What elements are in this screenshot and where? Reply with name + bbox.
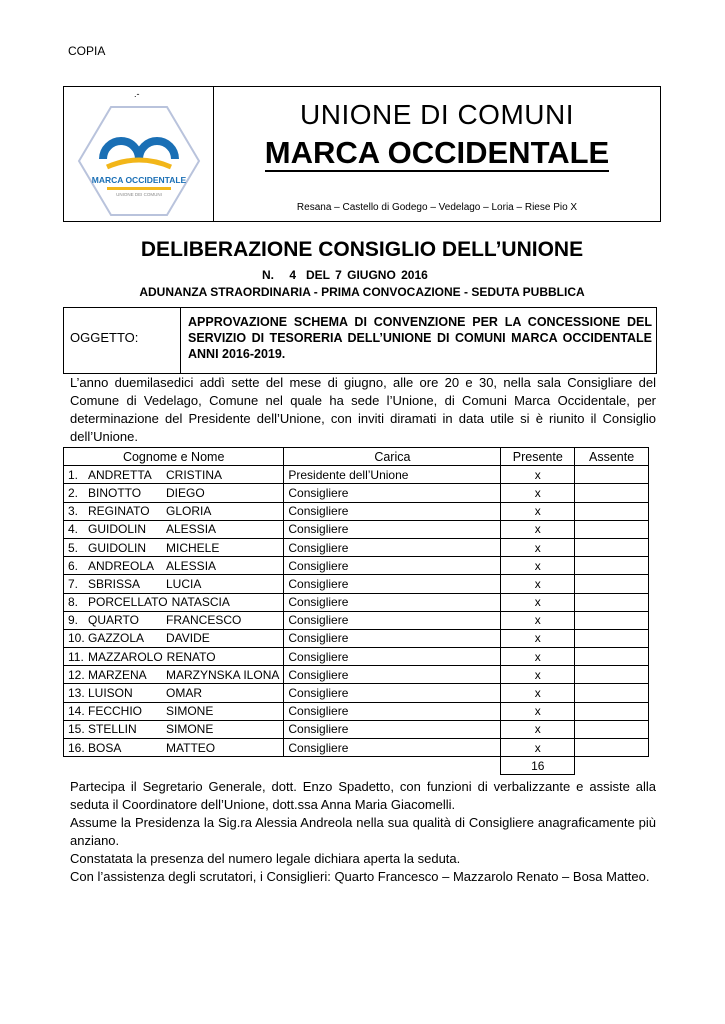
member-surname: GUIDOLIN (88, 522, 147, 537)
member-role: Consigliere (284, 538, 501, 556)
table-row (64, 684, 649, 702)
table-row (64, 611, 649, 629)
present-mark: x (501, 648, 575, 666)
member-first-name: MICHELE (166, 540, 220, 555)
member-number: 6. (68, 558, 79, 573)
absent-mark (575, 466, 649, 484)
absent-mark (575, 684, 649, 702)
absent-mark (575, 629, 649, 647)
present-mark: x (501, 484, 575, 502)
member-role: Consigliere (284, 593, 501, 611)
member-name-cell (64, 684, 284, 702)
column-header-name: Cognome e Nome (64, 448, 284, 466)
member-surname: LUISON (88, 686, 133, 701)
absent-mark (575, 593, 649, 611)
total-present-count: 16 (501, 757, 575, 775)
member-role: Consigliere (284, 629, 501, 647)
member-number: 7. (68, 576, 79, 591)
table-row (64, 538, 649, 556)
member-first-name: MATTEO (166, 740, 216, 755)
member-name-cell (64, 538, 284, 556)
member-role: Presidente dell’Unione (284, 466, 501, 484)
member-number: 11. (68, 649, 84, 664)
member-name-cell (64, 520, 284, 538)
member-name-cell (64, 593, 284, 611)
present-mark: x (501, 520, 575, 538)
subject-text: APPROVAZIONE SCHEMA DI CONVENZIONE PER LA CONCESSIONE DEL SERVIZIO DI TESORERIA DELL’UNIONE DI COMUNI MARCA OCCIDENTALE ANNI 2016-2019. (188, 315, 652, 361)
column-header-present: Presente (501, 448, 575, 466)
session-type: ADUNANZA STRAORDINARIA - PRIMA CONVOCAZIONE - SEDUTA PUBBLICA (139, 285, 585, 299)
present-mark: x (501, 684, 575, 702)
member-surname: GUIDOLIN (88, 540, 147, 555)
table-row (64, 484, 649, 502)
member-role: Consigliere (284, 557, 501, 575)
present-mark: x (501, 593, 575, 611)
present-mark: x (501, 702, 575, 720)
present-mark: x (501, 466, 575, 484)
member-number: 8. (68, 595, 79, 610)
absent-mark (575, 520, 649, 538)
member-surname: FECCHIO (88, 704, 142, 719)
member-number: 4. (68, 522, 79, 537)
marca-occidentale-logo (77, 105, 201, 217)
member-role: Consigliere (284, 575, 501, 593)
member-surname: ANDRETTA (88, 467, 152, 482)
member-name-cell (64, 629, 284, 647)
member-surname: GAZZOLA (88, 631, 145, 646)
document-title: DELIBERAZIONE CONSIGLIO DELL’UNIONE (140, 238, 584, 261)
present-mark: x (501, 720, 575, 738)
absent-mark (575, 484, 649, 502)
member-surname: STELLIN (88, 722, 137, 737)
resolution-date: DEL 7 GIUGNO 2016 (306, 268, 428, 282)
table-row (64, 466, 649, 484)
table-header-row (64, 448, 649, 466)
copy-label: COPIA (68, 44, 106, 58)
member-surname: BOSA (88, 740, 122, 755)
secretary-paragraph: Partecipa il Segretario Generale, dott. Enzo Spadetto, con funzioni di verbalizzante e assiste alla seduta il Coordinatore dell’Unione, dott.ssa Anna Maria Giacomelli. (70, 779, 656, 812)
member-name-cell (64, 466, 284, 484)
member-number: 14. (68, 704, 85, 719)
member-number: 5. (68, 540, 79, 555)
member-number: 3. (68, 504, 79, 519)
absent-mark (575, 611, 649, 629)
member-name-cell (64, 648, 284, 666)
member-role: Consigliere (284, 666, 501, 684)
member-role: Consigliere (284, 648, 501, 666)
table-row (64, 502, 649, 520)
member-first-name: CRISTINA (166, 467, 223, 482)
union-title: UNIONE DI COMUNI (300, 99, 574, 130)
absent-mark (575, 538, 649, 556)
absent-mark (575, 575, 649, 593)
member-surname: ANDREOLA (88, 558, 155, 573)
absent-mark (575, 702, 649, 720)
member-role: Consigliere (284, 611, 501, 629)
total-spacer (575, 757, 649, 775)
member-first-name: FRANCESCO (166, 613, 242, 628)
logo-text: MARCA OCCIDENTALE (91, 175, 187, 185)
member-first-name: DAVIDE (166, 631, 210, 646)
member-surname: MAZZAROLO (88, 649, 163, 664)
member-first-name: ALESSIA (166, 522, 217, 537)
logo-subtext: UNIONE DEI COMUNI (116, 192, 162, 197)
title-cell (214, 87, 660, 221)
member-first-name: SIMONE (166, 722, 214, 737)
union-name-text: MARCA OCCIDENTALE (264, 135, 610, 170)
total-spacer (64, 757, 284, 775)
member-number: 10. (68, 631, 85, 646)
table-row (64, 557, 649, 575)
member-role: Consigliere (284, 502, 501, 520)
member-first-name: LUCIA (166, 576, 202, 591)
absent-mark (575, 502, 649, 520)
column-header-role: Carica (284, 448, 501, 466)
present-mark: x (501, 502, 575, 520)
member-number: 12. (68, 667, 85, 682)
member-surname: QUARTO (88, 613, 139, 628)
member-name-cell (64, 666, 284, 684)
intro-paragraph: L’anno duemilasedici addì sette del mese di giugno, alle ore 20 e 30, nella sala Consigliare del Comune di Vedelago, Comune nel quale ha sede l’Unione, di Comuni Marca Occidentale, per determinazione del Presidente dell’Unione, con inviti diramati in data utile si è riunito il Consiglio dell’Unione. (70, 375, 656, 444)
scrutineers-paragraph: Con l’assistenza degli scrutatori, i Consiglieri: Quarto Francesco – Mazzarolo Renato – Bosa Matteo. (70, 869, 650, 884)
member-first-name: NATASCIA (171, 595, 230, 610)
resolution-number-line (262, 268, 428, 282)
member-towns: Resana – Castello di Godego – Vedelago – Loria – Riese Pio X (296, 202, 578, 213)
member-surname: MARZENA (88, 667, 147, 682)
member-surname: SBRISSA (88, 576, 141, 591)
member-name-cell (64, 611, 284, 629)
table-row (64, 666, 649, 684)
member-number: 15. (68, 722, 85, 737)
number-label: N. (262, 268, 274, 282)
member-name-cell (64, 502, 284, 520)
present-mark: x (501, 538, 575, 556)
table-row (64, 648, 649, 666)
present-mark: x (501, 666, 575, 684)
column-header-absent: Assente (575, 448, 649, 466)
table-row (64, 739, 649, 757)
absent-mark (575, 648, 649, 666)
present-mark: x (501, 739, 575, 757)
logo-mark: .- (134, 89, 140, 99)
total-spacer (284, 757, 501, 775)
resolution-number: 4 (289, 268, 296, 282)
absent-mark (575, 720, 649, 738)
letterhead (63, 86, 661, 222)
member-name-cell (64, 484, 284, 502)
present-mark: x (501, 629, 575, 647)
member-surname: BINOTTO (88, 485, 142, 500)
member-surname: PORCELLATO (88, 595, 168, 610)
table-row (64, 593, 649, 611)
member-number: 9. (68, 613, 79, 628)
member-name-cell (64, 720, 284, 738)
present-mark: x (501, 557, 575, 575)
member-first-name: RENATO (166, 649, 216, 664)
member-first-name: OMAR (166, 686, 202, 701)
member-role: Consigliere (284, 702, 501, 720)
subject-label: OGGETTO: (64, 308, 181, 373)
quorum-paragraph: Constatata la presenza del numero legale dichiara aperta la seduta. (70, 851, 461, 866)
union-name (214, 135, 660, 171)
member-first-name: SIMONE (166, 704, 214, 719)
member-role: Consigliere (284, 484, 501, 502)
table-row (64, 629, 649, 647)
present-mark: x (501, 611, 575, 629)
member-name-cell (64, 575, 284, 593)
member-number: 16. (68, 740, 85, 755)
total-row (64, 757, 649, 775)
member-name-cell (64, 739, 284, 757)
member-number: 1. (68, 467, 79, 482)
member-first-name: MARZYNSKA ILONA (166, 667, 280, 682)
present-mark: x (501, 575, 575, 593)
member-role: Consigliere (284, 739, 501, 757)
member-surname: REGINATO (88, 504, 150, 519)
subject-box (63, 307, 657, 374)
member-first-name: ALESSIA (166, 558, 217, 573)
table-row (64, 702, 649, 720)
member-name-cell (64, 557, 284, 575)
absent-mark (575, 739, 649, 757)
closing-paragraphs (70, 778, 656, 886)
member-number: 2. (68, 485, 79, 500)
member-role: Consigliere (284, 684, 501, 702)
member-first-name: GLORIA (166, 504, 212, 519)
member-role: Consigliere (284, 520, 501, 538)
presidency-paragraph: Assume la Presidenza la Sig.ra Alessia Andreola nella sua qualità di Consigliere anagraficamente più anziano. (70, 815, 656, 848)
logo-cell (64, 87, 214, 221)
absent-mark (575, 666, 649, 684)
table-row (64, 575, 649, 593)
attendance-table (63, 447, 649, 775)
absent-mark (575, 557, 649, 575)
member-first-name: DIEGO (166, 485, 205, 500)
member-number: 13. (68, 686, 85, 701)
table-row (64, 720, 649, 738)
table-row (64, 520, 649, 538)
member-name-cell (64, 702, 284, 720)
member-role: Consigliere (284, 720, 501, 738)
